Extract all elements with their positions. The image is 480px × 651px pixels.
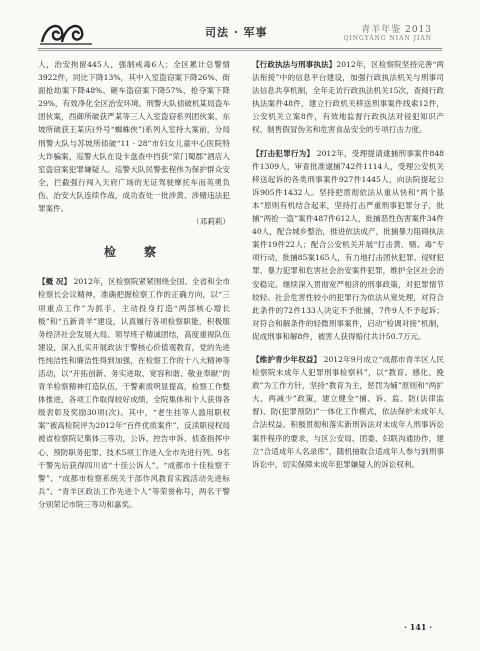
paragraph-youth-rights [252, 353, 444, 471]
page-number: · 141 · [404, 622, 432, 632]
overview-tag: 【概 况】 [38, 277, 72, 287]
section-heading-procuratorate: 检 察 [103, 245, 164, 260]
right-column [252, 58, 444, 471]
youth-rights-tag: 【维护青少年权益】 [252, 354, 322, 364]
header-rule [38, 48, 442, 49]
left-column [38, 58, 230, 511]
overview-text: 2012年，区检察院紧紧围绕全国、全省和全市检察长会议精神，准确把握检察工作的正确方向，以“三项重点工作”为抓手，主动投身打造“两部核心增长极”和“五新青羊”建设，认真履行各项检察职能，积极服务经济社会发展大局。领导班子精诚团结，高度重视队伍建设，深入扎实开展政法干警核心价值观教育，党的先进性纯洁性和廉洁性得到加强，在检察工作的十八大精神等活动，以“开拓创新、务实进取、宽容和谐、敬业奉献”的青羊检察精神打造队伍，干警素质明显提高，检察工作整体推进，各项工作取得较好成绩，全院集体和个人获得各级表彰及奖励30项(次)。其中，“老生挂等人滥用职权案”被高检院评为2012年“百件优质案件”，反渎职侵权局被省检察院记集体三等功，公诉、控告申诉、侦查指挥中心、预防职务犯罪、技术5项工作进入全市先进行列。9名干警先后获得四川省“十佳公诉人”、“成都市十佳检察干警”、“成都市检察系统关于部作风教育实践活动先进标兵”、“青羊区政法工作先进个人”等荣誉称号，两名干警分别荣记市院三等功和嘉奖。 [38, 277, 230, 509]
crime-fighting-text: 2012年，受理提请逮捕刑事案件848件1309人，审查批准逮捕742件1114人，受理公安机关移送起诉的各类刑事案件927件1445人，向法院提起公诉905件1432人。坚持把贯彻依法从重从快和“两个基本”原则有机结合起来，坚持打击严重刑事犯罪分子，批捕“两抢一盗”案件487件612人，批捕恶性伤害案件34件40人，配合城乡整治，推进依法成产，批捕暴力阻碍执法案件19件22人；配合公安机关开展“打击黄、赌、毒”专项行动，批捕85案165人，有力地打击团伙犯罪、侵财犯罪、暴力犯罪和危害社会治安案件犯罪，维护全区社会治安稳定。继续深入贯彻宽严相济的刑事政策，对犯罪情节较轻、社会危害性较小的犯罪行为依法从宽处理，对符合此条件的72件133人决定不予批捕，7件9人不予起诉；对符合和解条件的轻微刑事案件，启动“检调对接”机制，促成刑事和解8件，被害人获得赔付共计50.7万元。 [252, 148, 444, 341]
law-enforcement-tag: 【行政执法与刑事执法】 [252, 60, 337, 69]
author-signature: （邓莉莉） [192, 217, 230, 227]
swirl-ornament-icon [38, 18, 94, 48]
crime-fighting-tag: 【打击犯罪行为】 [252, 148, 315, 158]
header-rule-thin [38, 50, 442, 51]
youth-rights-text: 2012年9月成立“成都市青羊区人民检察院未成年人犯罪刑事检察科”，以“教育、感化、挽救”为工作方针，坚持“教育为主，惩罚为辅”原则和“两扩大、两减少”政策，建立健全“捕、诉、监、防(法律监督)、防(犯罪预防)”一体化工作模式，依法保护未成年人合法权益。积极贯彻和落实新刑诉法对未成年人刑事诉讼案件程序的要求，与区公安局、团委、妇联沟通协作，建立“合适成年人名录库”，随机抽取合适成年人参与到刑事诉讼中，切实保障未成年犯罪嫌疑人的诉讼权利。 [252, 354, 444, 469]
section-title: 司法 · 军事 [205, 26, 268, 39]
paragraph-law-enforcement [252, 58, 444, 137]
yearbook-title-en: QINGYANG NIAN JIAN [343, 35, 432, 42]
paragraph-crime-fighting [252, 147, 444, 343]
paragraph-public-security: 人，治安拘留445人，强制戒毒6人；全区累计总警情3922件，同比下降13%，其中入室盗窃案下降26%、街面抢劫案下降48%、砸车盗窃案下降57%、抢夺案下降29%，有效净化全区治安环境。刑警大队侦破机某局盗车团伙案，西御所破获严某等三人入室盗窃系列团伙案，东坡所破获王某庆(外号“蜘蛛侠”)系列入室持大案前，分局刑警大队与苏坡所侦破“11 · 28”市妇女儿童中心医院特大诈骗案，巡警大队在设卡盘查中挡获“荣门蜀郡”酒店入室盗窃案犯罪嫌疑人。巡警大队民警张程伟为保护群众安全，拦截强行闯入天府广场的无证驾驶摩托车而英勇负伤。治安大队连续作战，成功查处一批涉黄、涉赌违法犯罪案件。 [38, 60, 230, 214]
law-enforcement-text: 2012年，区检察院坚持完善“两法衔接”中的信息平台建设，加强行政执法机关与刑事司法信息共享机制，全年走访行政执法机关15次，查阅行政执法案件48件，建立行政机关移送刑事案件线索12件，公安机关立案8件，有效地监督行政执法对侵犯知识产权、制售假冒伪劣和危害食品安全的专项打击力度。 [252, 60, 444, 135]
yearbook-title: 青羊年鉴 2013 [361, 25, 432, 35]
paragraph-overview [38, 275, 230, 511]
